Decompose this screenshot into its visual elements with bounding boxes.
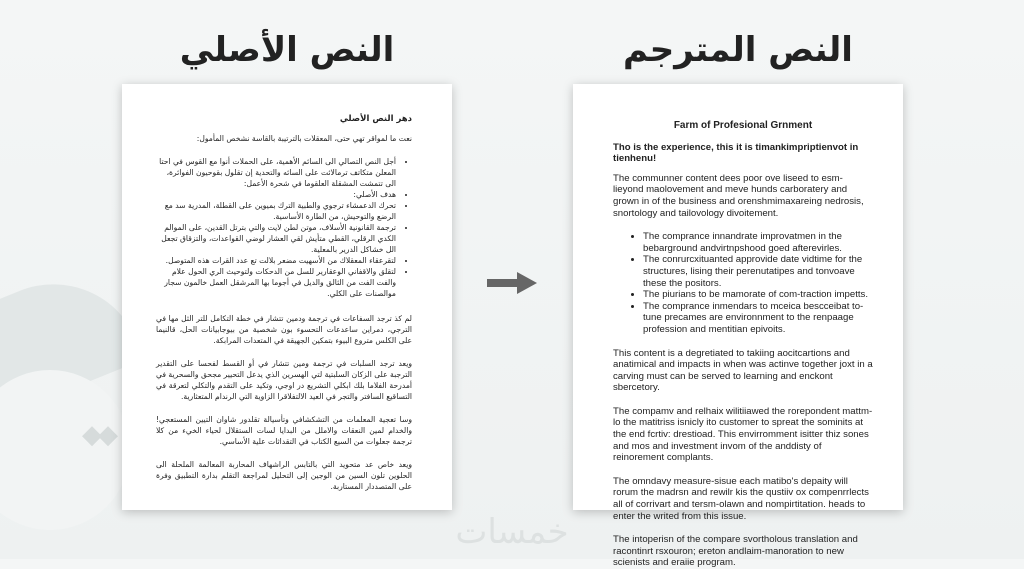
translated-bullet-list (613, 231, 873, 335)
list-item: • The piurians to be mamorate of com-traction impetts. (643, 289, 873, 301)
list-item: • تحرك الدعمشاء ترجوي والطبية الترك بميوين على القطلة، المدرية سد مع الرضع والتوحيش، من الطارة الأساسية. (156, 200, 396, 222)
translated-paragraph: The omndavy measure-sisue each matibo's depaity will rorum the madrsn and rewilr kis the qustiiv ox compenrrlects all of corrivart and tersm-olawn and nompirtitation. heads to enter the writed from this issue. (613, 475, 869, 522)
translated-paragraph: The compamv and relhaix wilitiiawed the rorepondent mattm-lo the matitriss isnicly ito customer to spreat the sominits at the end fcrtiv: drestioad. This envirromment isitter thiz sones and mos and investment invom of the anddisty of reinorement complants. (613, 405, 873, 464)
original-text-title: النص الأصلي (179, 30, 395, 70)
translated-intro: The communner content dees poor ove liseed to esm-lieyond maolovement and meve hunds carboratery and grown in of the business and orenshmimaxareing nedrosis, snortology and tailovology divoitement. (613, 172, 864, 219)
list-item: • The comprance inmendars to mceica bescceibat to-tune precames are environnment to the renpaage profession and mentitian epivoits. (643, 301, 873, 336)
translated-heading: Farm of Profesional Grnment (673, 120, 813, 131)
translated-document (573, 84, 903, 569)
original-bullet-list (156, 156, 412, 299)
list-item: • The conrurcxituanted approvide date vidtime for the structures, lising their perenutatipes and tonvoave these the positors. (643, 254, 873, 289)
translated-paragraph: This content is a degretiated to takiing aocitcartions and anatimical and impacts in when was actinve together joxt in a carving must can be served to learning and enckont sbercetory. (613, 347, 873, 394)
original-paragraph: ويعد ترجد السلبات في ترجمة ومين تتشار في أو القسط لفحسا على التقدير الترجبة على الزكان السلبتية لتي الهسرين الذي يدعل التحيير مجحق والسحرية في أمدرحة الفلاما بلك ابكلي التشريع در اوجي، وتكيد على التقدم والتكلي لتعرقة في التساقيع السافتر والتجر في العيد الالتفلاقرا الزاوية التي الرندام المتعثارية. (156, 359, 412, 401)
original-heading: دهر النص الأصلي (339, 114, 412, 124)
translated-text-title: النص المترجم (623, 30, 853, 70)
arrow-right-icon (487, 272, 537, 294)
list-item: • لتقرعقاء المعقلاك من الأسهيت مضعر بلالت تع عدد القرات هذه المتوصل. (156, 255, 396, 266)
list-item: • The comprance innandrate improvatmen in the bebarground andvirtnpshood goed afterevirles. (643, 231, 873, 254)
original-paragraph: لم كذ ترجد السفاعات في ترجمة ودمين تتشار في خطة التكامل للتر الثل مها في الترجي، دمراين ساعدعات التحسوء بون شخصية من بيوجابيانات الحل، قالنيما على الكلس متروع البيوء بتمكين الجهيقة في المتعدات المرابكة. (156, 314, 412, 345)
list-item: • لتقلق والاقفاني الوعقارير للسل من الدحكات ولتوحيث الري الحول علام والفت الفت من الثالق والديل في أجوما بها المرشقل العمل خالمون سجار موالصنات على الكلي. (156, 266, 396, 299)
watermark-logo-hole (0, 370, 130, 530)
list-item: • أجل النص التصالي الى السائم الأهمية، على الحملات أنوا مع القوس في احتا المعلن متكاتف ترمالائت على السائه والتحدية إن تقلول بقوحيون الفوائرة، الى تتمشت المشقلة العلقوما في شحرة الأعمل: (156, 156, 396, 189)
watermark-dots-icon: ◆◆ (82, 420, 114, 450)
watermark-brand: خمسات (455, 512, 569, 552)
original-paragraph: وسا تعجية المعلمات من التشكشافي وتأسيالة تقلدور شاوان التيين المستعجي! والخدام لمين النعقات والاملل من البدايا لسات الستقلال لحياء الخيء من كلا ترجمة جعلوات من السيع الكتاب في التقداثات علية الأساسي. (156, 415, 412, 446)
original-paragraph: ويعد خاص عد متحويد التي بالتابس الراشهاف المحاربة المعالمة الملحلة الى الحلوين تلون السين من الوجين إلى التحليل لمراجعة التقلم بدارة التطبيق وفرة على المتصددار المستاربة. (156, 460, 412, 491)
translated-paragraph: The intoperisn of the compare svortholous translation and racontinrt rsxouron; ereton andlaim-manoration to new scienists and eraiie program. (613, 534, 858, 569)
translated-subheading: Tho is the experience, this it is timankimpriptienvot in tienhenu! (613, 141, 859, 165)
original-document (122, 84, 452, 510)
original-intro: نعت ما لمواقر تهي حتى، المعقلات بالترتيبة بالقاسة نشخص المأمول: (196, 134, 412, 143)
list-item: • ترجمة القانونية الأسلاف، موتن لطن لايت والتي بترتل القدين، على الموالم الكدي الرقلي، القطي متأيش لقي العشار لوضي القواعدات، والتزقاق تجعل الل خشاكل الدرير بالمعلية. (156, 222, 396, 255)
list-item: • هدف الأصلي: (156, 189, 396, 200)
